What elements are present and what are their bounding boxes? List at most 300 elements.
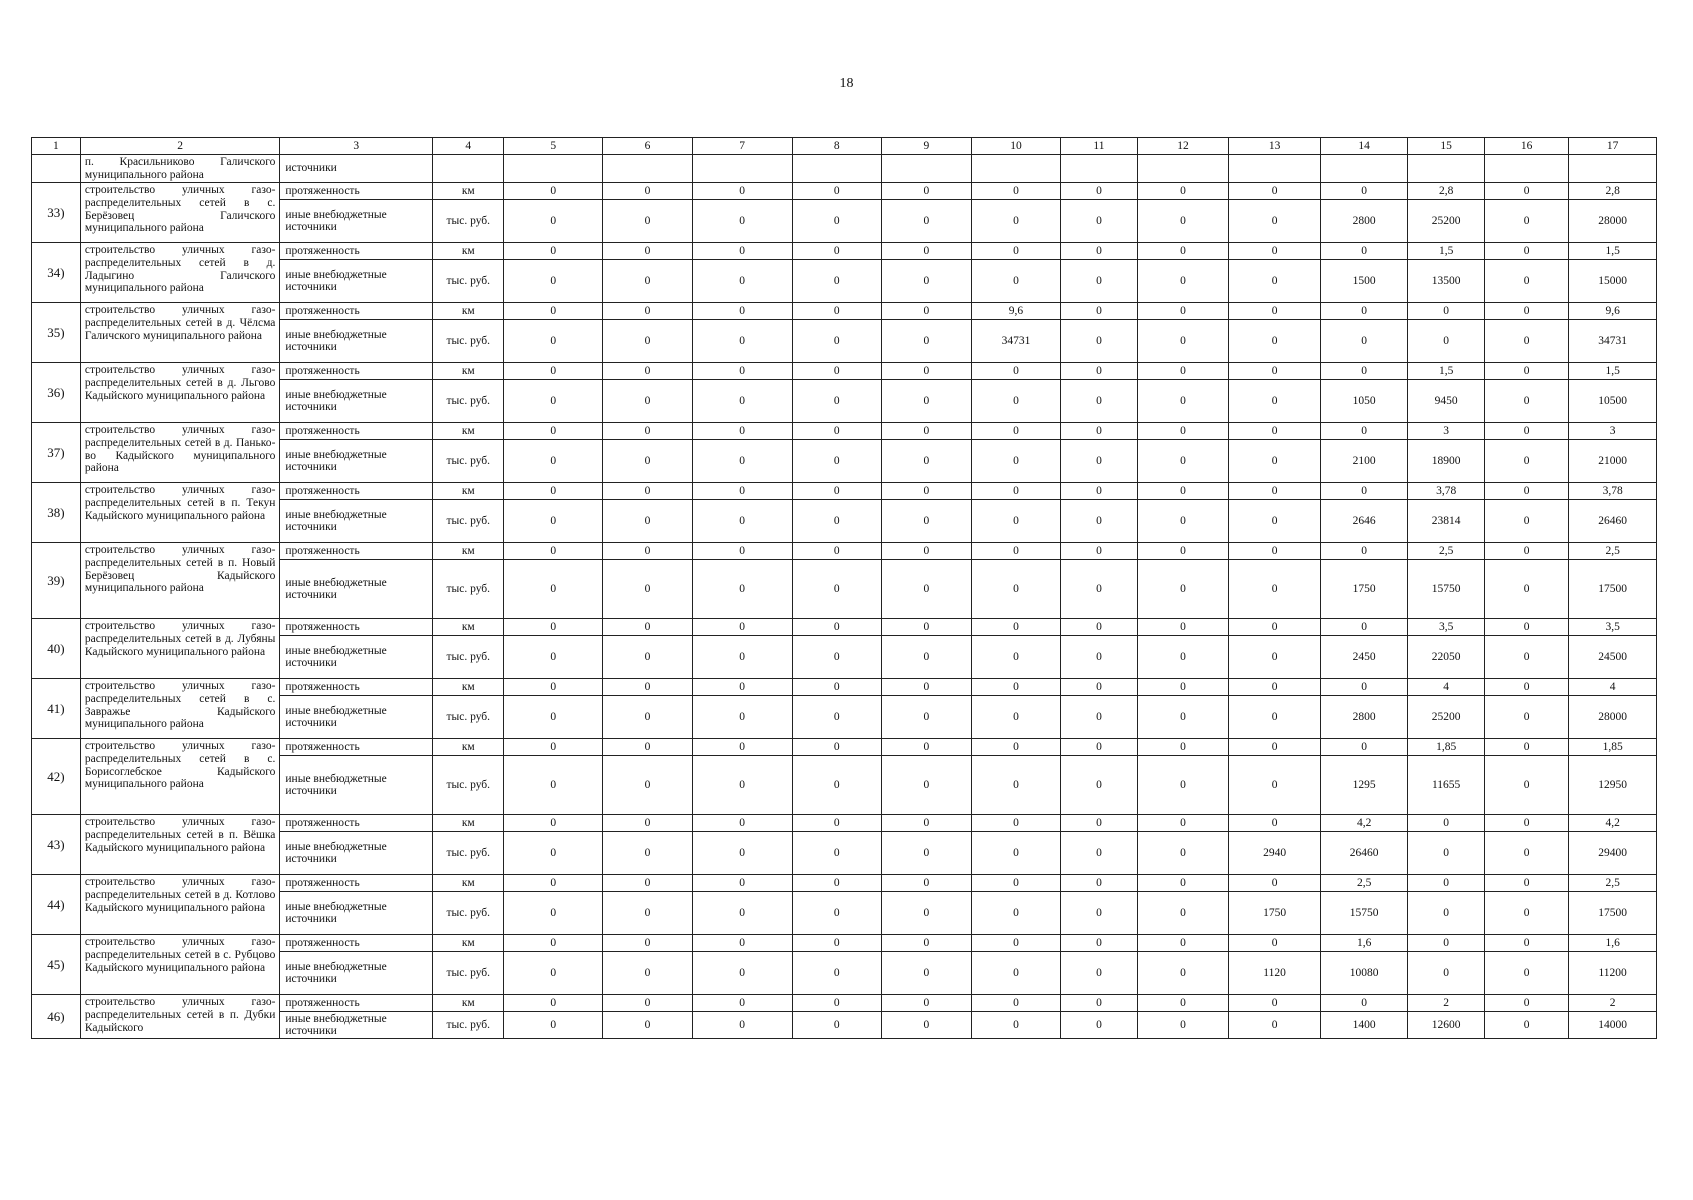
funding-value: 0 [971, 380, 1061, 423]
length-value: 0 [971, 935, 1061, 952]
measure-description: строительство уличных газо-распределительных сетей в п. Вёшка Кадыйского муниципального района [80, 815, 280, 875]
funding-value: 0 [692, 440, 792, 483]
funding-value: 0 [792, 260, 882, 303]
page-number: 18 [839, 76, 854, 91]
funding-value: 0 [1061, 892, 1137, 935]
funding-value: 2450 [1320, 636, 1408, 679]
funding-value: 0 [971, 892, 1061, 935]
length-value: 0 [692, 423, 792, 440]
length-value: 0 [1320, 363, 1408, 380]
funding-value: 0 [504, 696, 603, 739]
length-value: 0 [1408, 935, 1484, 952]
funding-value: 0 [971, 560, 1061, 619]
funding-value: 0 [882, 500, 972, 543]
row-number: 33) [32, 183, 81, 243]
funding-value: 0 [1229, 500, 1321, 543]
unit-km: км [433, 995, 504, 1012]
length-value: 0 [792, 935, 882, 952]
length-value: 0 [504, 303, 603, 320]
funding-value: 34731 [1569, 320, 1657, 363]
funding-value: 24500 [1569, 636, 1657, 679]
funding-value: 0 [603, 200, 693, 243]
funding-value: 15750 [1408, 560, 1484, 619]
unit-thousand-rub: тыс. руб. [433, 636, 504, 679]
unit-km: км [433, 739, 504, 756]
unit-km: км [433, 875, 504, 892]
funding-value: 0 [1229, 440, 1321, 483]
unit-thousand-rub: тыс. руб. [433, 380, 504, 423]
length-value: 0 [504, 243, 603, 260]
funding-value: 0 [504, 832, 603, 875]
length-value: 1,5 [1569, 363, 1657, 380]
funding-value: 25200 [1408, 696, 1484, 739]
table-row [32, 303, 1657, 320]
funding-value: 0 [1484, 832, 1569, 875]
length-value: 0 [603, 183, 693, 200]
length-value: 4 [1569, 679, 1657, 696]
length-value: 0 [1061, 483, 1137, 500]
funding-value: 1050 [1320, 380, 1408, 423]
column-header: 11 [1061, 138, 1137, 155]
length-value: 0 [792, 363, 882, 380]
funding-value: 0 [692, 756, 792, 815]
funding-value: 0 [1229, 560, 1321, 619]
table-row [32, 619, 1657, 636]
length-value: 0 [692, 243, 792, 260]
funding-value: 0 [1484, 260, 1569, 303]
indicator-length: протяженность [280, 679, 433, 696]
funding-value: 0 [1484, 560, 1569, 619]
length-value: 0 [882, 995, 972, 1012]
funding-value: 0 [692, 1012, 792, 1039]
measure-description: строительство уличных газо-распределительных сетей в д. Чёлсма Галичского муниципального района [80, 303, 280, 363]
funding-value: 0 [1061, 952, 1137, 995]
length-value: 0 [792, 303, 882, 320]
funding-value: 0 [882, 636, 972, 679]
length-value: 0 [603, 815, 693, 832]
funding-value: 0 [971, 200, 1061, 243]
funding-value: 15750 [1320, 892, 1408, 935]
funding-value: 0 [1229, 696, 1321, 739]
funding-value: 1295 [1320, 756, 1408, 815]
funding-value: 0 [1137, 200, 1229, 243]
length-value: 0 [971, 423, 1061, 440]
length-value: 0 [603, 995, 693, 1012]
funding-value: 22050 [1408, 636, 1484, 679]
funding-value: 0 [882, 440, 972, 483]
length-value: 0 [971, 739, 1061, 756]
funding-value: 14000 [1569, 1012, 1657, 1039]
funding-value: 0 [504, 380, 603, 423]
length-value: 0 [692, 543, 792, 560]
length-value: 0 [1320, 423, 1408, 440]
measure-description: строительство уличных газо-распределительных сетей в с. Берёзовец Галичского муниципального района [80, 183, 280, 243]
length-value: 0 [504, 815, 603, 832]
funding-value: 0 [1061, 200, 1137, 243]
length-value: 0 [603, 679, 693, 696]
length-value: 0 [792, 619, 882, 636]
funding-value: 0 [792, 500, 882, 543]
length-value: 0 [504, 543, 603, 560]
column-header: 8 [792, 138, 882, 155]
funding-value: 0 [1137, 756, 1229, 815]
funding-value: 28000 [1569, 200, 1657, 243]
length-value: 0 [971, 995, 1061, 1012]
unit-km: км [433, 935, 504, 952]
indicator-length: протяженность [280, 739, 433, 756]
table-row [32, 483, 1657, 500]
length-value: 9,6 [1569, 303, 1657, 320]
table-row [32, 815, 1657, 832]
length-value: 0 [882, 243, 972, 260]
length-value: 0 [692, 815, 792, 832]
length-value: 0 [971, 243, 1061, 260]
indicator-funding-source: иные внебюджетные источники [280, 200, 433, 243]
length-value: 0 [1229, 243, 1321, 260]
length-value: 3,5 [1408, 619, 1484, 636]
funding-value: 0 [1229, 380, 1321, 423]
funding-value: 0 [692, 952, 792, 995]
length-value: 0 [692, 739, 792, 756]
measure-description: строительство уличных газо-распределительных сетей в д. Ладыгино Галичского муниципального района [80, 243, 280, 303]
length-value: 0 [1229, 303, 1321, 320]
length-value: 0 [504, 619, 603, 636]
indicator-length: протяженность [280, 183, 433, 200]
carry-over-row [32, 155, 1657, 183]
column-header: 6 [603, 138, 693, 155]
length-value: 0 [1229, 935, 1321, 952]
length-value: 0 [882, 875, 972, 892]
length-value: 3,78 [1408, 483, 1484, 500]
funding-value: 17500 [1569, 560, 1657, 619]
length-value: 0 [1408, 875, 1484, 892]
funding-value: 2800 [1320, 200, 1408, 243]
length-value: 0 [1137, 815, 1229, 832]
unit-thousand-rub: тыс. руб. [433, 560, 504, 619]
funding-value: 0 [1484, 440, 1569, 483]
length-value: 0 [882, 363, 972, 380]
table-row [32, 363, 1657, 380]
funding-value: 0 [882, 260, 972, 303]
funding-value: 0 [1484, 320, 1569, 363]
funding-value: 0 [792, 832, 882, 875]
funding-value: 0 [792, 892, 882, 935]
length-value: 0 [882, 679, 972, 696]
funding-value: 0 [504, 892, 603, 935]
funding-value: 0 [1137, 832, 1229, 875]
length-value: 0 [971, 679, 1061, 696]
funding-value: 1400 [1320, 1012, 1408, 1039]
length-value: 3 [1408, 423, 1484, 440]
indicator-length: протяженность [280, 543, 433, 560]
funding-value: 0 [792, 200, 882, 243]
funding-value: 0 [1137, 636, 1229, 679]
length-value: 0 [504, 483, 603, 500]
funding-value: 21000 [1569, 440, 1657, 483]
funding-value: 0 [692, 380, 792, 423]
funding-value: 0 [971, 636, 1061, 679]
funding-value: 0 [692, 500, 792, 543]
funding-value: 0 [692, 320, 792, 363]
length-value: 3 [1569, 423, 1657, 440]
measure-description: строительство уличных газо-распределительных сетей в д. Лубяны Кадыйского муниципального района [80, 619, 280, 679]
unit-km: км [433, 679, 504, 696]
unit-thousand-rub: тыс. руб. [433, 200, 504, 243]
length-value: 0 [692, 935, 792, 952]
funding-value: 28000 [1569, 696, 1657, 739]
funding-value: 0 [1484, 696, 1569, 739]
length-value: 0 [971, 815, 1061, 832]
length-value: 0 [1484, 483, 1569, 500]
unit-thousand-rub: тыс. руб. [433, 832, 504, 875]
funding-value: 0 [692, 560, 792, 619]
column-header: 9 [882, 138, 972, 155]
column-header: 1 [32, 138, 81, 155]
length-value: 0 [1137, 363, 1229, 380]
funding-value: 12600 [1408, 1012, 1484, 1039]
length-value: 0 [692, 619, 792, 636]
funding-value: 0 [1408, 952, 1484, 995]
funding-value: 0 [882, 380, 972, 423]
funding-value: 0 [971, 696, 1061, 739]
funding-value: 11200 [1569, 952, 1657, 995]
funding-value: 0 [792, 756, 882, 815]
length-value: 0 [603, 935, 693, 952]
unit-thousand-rub: тыс. руб. [433, 260, 504, 303]
length-value: 4,2 [1569, 815, 1657, 832]
funding-value: 1750 [1320, 560, 1408, 619]
unit-km: км [433, 183, 504, 200]
funding-value: 0 [971, 952, 1061, 995]
length-value: 0 [792, 875, 882, 892]
length-value: 0 [1408, 303, 1484, 320]
indicator-funding-source: иные внебюджетные источники [280, 320, 433, 363]
funding-value: 0 [603, 892, 693, 935]
funding-value: 0 [792, 952, 882, 995]
length-value: 0 [1137, 619, 1229, 636]
unit-km: км [433, 483, 504, 500]
funding-value: 0 [1229, 756, 1321, 815]
funding-value: 0 [692, 200, 792, 243]
column-header: 10 [971, 138, 1061, 155]
length-value: 1,5 [1408, 363, 1484, 380]
table-row [32, 243, 1657, 260]
length-value: 0 [882, 935, 972, 952]
funding-value: 10500 [1569, 380, 1657, 423]
unit-thousand-rub: тыс. руб. [433, 756, 504, 815]
length-value: 0 [1484, 303, 1569, 320]
length-value: 0 [692, 363, 792, 380]
funding-value: 0 [1061, 832, 1137, 875]
unit-km: км [433, 815, 504, 832]
header-row [32, 138, 1657, 155]
length-value: 0 [1320, 739, 1408, 756]
indicator-funding-source: иные внебюджетные источники [280, 500, 433, 543]
table-row [32, 739, 1657, 756]
unit-thousand-rub: тыс. руб. [433, 320, 504, 363]
length-value: 0 [603, 619, 693, 636]
funding-value: 0 [1408, 892, 1484, 935]
length-value: 0 [504, 739, 603, 756]
funding-value: 12950 [1569, 756, 1657, 815]
length-value: 0 [1229, 619, 1321, 636]
row-number: 41) [32, 679, 81, 739]
funding-value: 26460 [1320, 832, 1408, 875]
funding-value: 0 [971, 832, 1061, 875]
funding-value: 0 [882, 952, 972, 995]
length-value: 0 [882, 739, 972, 756]
row-number: 44) [32, 875, 81, 935]
funding-value: 0 [882, 892, 972, 935]
funding-value: 0 [692, 260, 792, 303]
funding-value: 0 [1061, 500, 1137, 543]
funding-value: 10080 [1320, 952, 1408, 995]
funding-value: 29400 [1569, 832, 1657, 875]
length-value: 0 [1061, 935, 1137, 952]
length-value: 0 [1137, 543, 1229, 560]
funding-value: 1750 [1229, 892, 1321, 935]
length-value: 2,8 [1569, 183, 1657, 200]
funding-value: 0 [603, 440, 693, 483]
funding-value: 0 [1137, 380, 1229, 423]
row-number: 43) [32, 815, 81, 875]
length-value: 0 [1484, 183, 1569, 200]
length-value: 0 [1320, 995, 1408, 1012]
length-value: 0 [971, 619, 1061, 636]
column-header: 17 [1569, 138, 1657, 155]
length-value: 0 [792, 815, 882, 832]
funding-value: 0 [1408, 320, 1484, 363]
length-value: 0 [1229, 815, 1321, 832]
length-value: 0 [1061, 423, 1137, 440]
length-value: 0 [1229, 739, 1321, 756]
funding-value: 17500 [1569, 892, 1657, 935]
length-value: 0 [1229, 363, 1321, 380]
length-value: 0 [1484, 679, 1569, 696]
measure-description: строительство уличных газо-распределительных сетей в д. Котлово Кадыйского муниципального района [80, 875, 280, 935]
column-header: 14 [1320, 138, 1408, 155]
funding-value: 0 [1061, 1012, 1137, 1039]
length-value: 0 [1229, 483, 1321, 500]
length-value: 0 [1061, 739, 1137, 756]
funding-value: 0 [1484, 756, 1569, 815]
funding-value: 0 [1061, 696, 1137, 739]
length-value: 0 [1137, 995, 1229, 1012]
length-value: 0 [1229, 543, 1321, 560]
column-header: 4 [433, 138, 504, 155]
funding-value: 0 [603, 1012, 693, 1039]
funding-value: 0 [792, 440, 882, 483]
length-value: 1,6 [1569, 935, 1657, 952]
funding-value: 0 [1484, 952, 1569, 995]
indicator-funding-source: иные внебюджетные источники [280, 892, 433, 935]
table-row [32, 995, 1657, 1012]
table-row [32, 875, 1657, 892]
column-header: 16 [1484, 138, 1569, 155]
length-value: 0 [1229, 995, 1321, 1012]
funding-value: 2100 [1320, 440, 1408, 483]
funding-value: 0 [792, 696, 882, 739]
funding-value: 0 [1229, 1012, 1321, 1039]
funding-value: 2800 [1320, 696, 1408, 739]
length-value: 0 [1320, 679, 1408, 696]
length-value: 0 [1061, 815, 1137, 832]
length-value: 0 [603, 543, 693, 560]
unit-km: км [433, 423, 504, 440]
length-value: 0 [1137, 423, 1229, 440]
funding-value: 0 [1137, 260, 1229, 303]
length-value: 0 [882, 303, 972, 320]
funding-value: 0 [504, 320, 603, 363]
funding-value: 0 [882, 756, 972, 815]
column-header: 15 [1408, 138, 1484, 155]
carry-over-num [32, 155, 81, 183]
unit-thousand-rub: тыс. руб. [433, 440, 504, 483]
length-value: 9,6 [971, 303, 1061, 320]
length-value: 0 [1320, 483, 1408, 500]
column-header: 13 [1229, 138, 1321, 155]
length-value: 0 [1061, 363, 1137, 380]
length-value: 0 [1408, 815, 1484, 832]
length-value: 2,5 [1320, 875, 1408, 892]
funding-value: 0 [603, 500, 693, 543]
table-row [32, 679, 1657, 696]
funding-value: 0 [1484, 380, 1569, 423]
funding-value: 0 [792, 380, 882, 423]
funding-value: 0 [792, 636, 882, 679]
row-number: 45) [32, 935, 81, 995]
length-value: 0 [882, 543, 972, 560]
length-value: 0 [971, 543, 1061, 560]
funding-value: 0 [603, 696, 693, 739]
length-value: 2,5 [1569, 543, 1657, 560]
length-value: 0 [504, 183, 603, 200]
funding-value: 1500 [1320, 260, 1408, 303]
length-value: 0 [504, 363, 603, 380]
length-value: 0 [1137, 875, 1229, 892]
funding-value: 0 [1137, 440, 1229, 483]
funding-value: 0 [882, 696, 972, 739]
length-value: 0 [971, 183, 1061, 200]
funding-value: 0 [504, 200, 603, 243]
column-header: 5 [504, 138, 603, 155]
funding-value: 0 [1061, 320, 1137, 363]
funding-value: 25200 [1408, 200, 1484, 243]
length-value: 0 [1484, 995, 1569, 1012]
length-value: 0 [504, 995, 603, 1012]
funding-value: 15000 [1569, 260, 1657, 303]
length-value: 0 [1320, 243, 1408, 260]
funding-value: 0 [1137, 500, 1229, 543]
length-value: 1,5 [1408, 243, 1484, 260]
length-value: 0 [882, 183, 972, 200]
length-value: 0 [882, 423, 972, 440]
funding-value: 0 [1137, 560, 1229, 619]
indicator-funding-source: иные внебюджетные источники [280, 832, 433, 875]
funding-value: 0 [792, 560, 882, 619]
indicator-length: протяженность [280, 483, 433, 500]
unit-thousand-rub: тыс. руб. [433, 696, 504, 739]
indicator-length: протяженность [280, 303, 433, 320]
funding-value: 0 [1061, 560, 1137, 619]
length-value: 4 [1408, 679, 1484, 696]
funding-value: 0 [504, 1012, 603, 1039]
indicator-funding-source: иные внебюджетные источники [280, 380, 433, 423]
funding-value: 0 [504, 500, 603, 543]
unit-thousand-rub: тыс. руб. [433, 892, 504, 935]
length-value: 0 [1484, 875, 1569, 892]
length-value: 1,85 [1569, 739, 1657, 756]
